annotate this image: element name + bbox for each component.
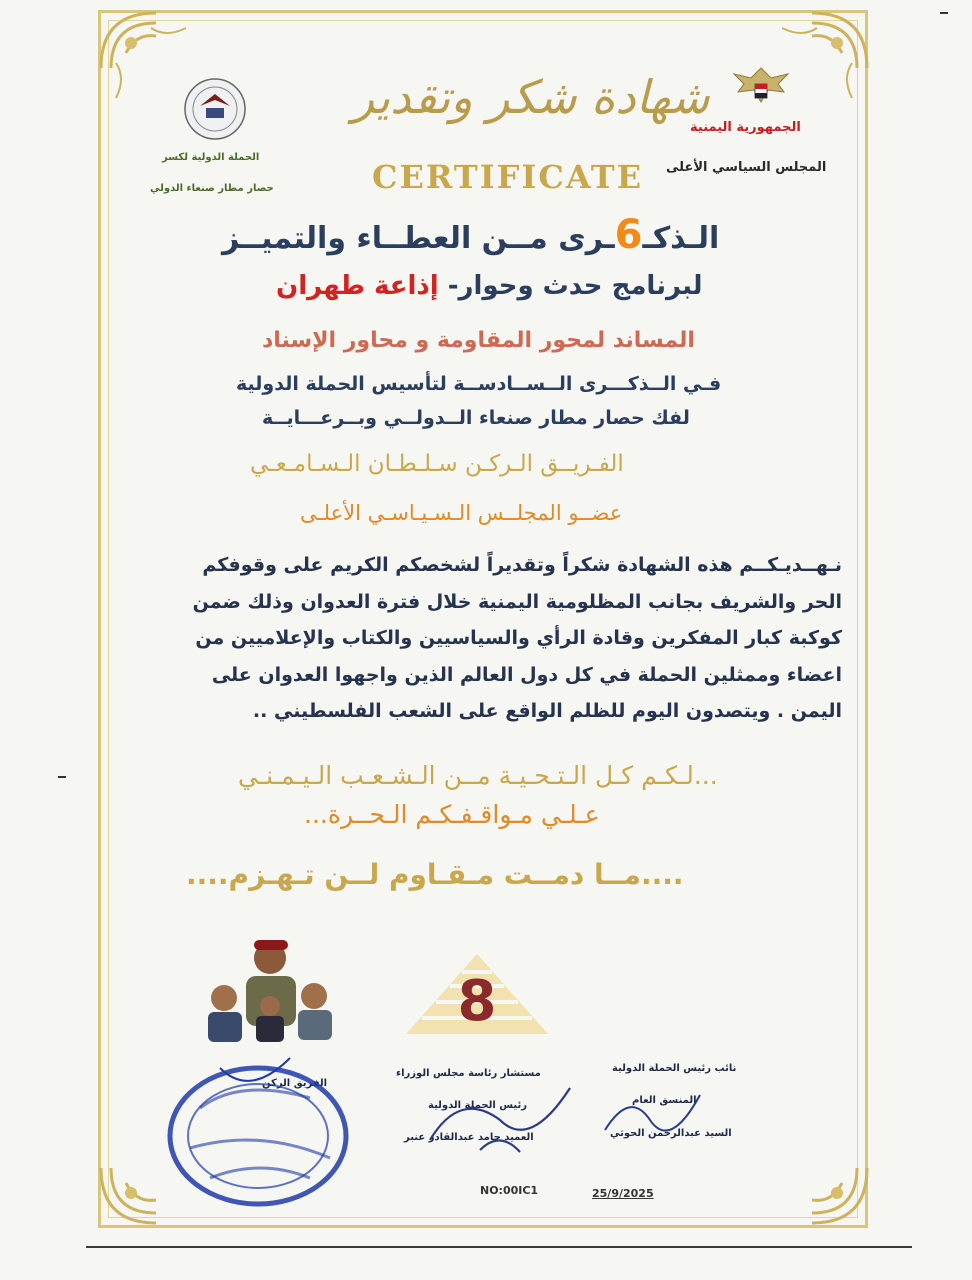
pyramid-logo-icon [402,950,552,1038]
advisor-title: مستشار رئاسة مجلس الوزراء [396,1068,541,1079]
body-line: اليمن . ويتصدون اليوم للظلم الواقع على الشعب الفلسطيني .. [252,700,842,722]
anniversary-number: 6 [614,212,643,258]
deputy-name: السيد عبدالرحمن الحوثي [610,1128,732,1139]
supporter-line: المساند لمحور المقاومة و محاور الإسناد [262,328,695,353]
anniversary-text-b: ـرى مــن العطــاء والتميــز [222,221,615,256]
campaign-label: الحملة الدولية لكسر [162,152,260,163]
advisor-name: العميد حامد عبدالقادر عنبر [404,1132,534,1143]
general-name: الفـريــق الـركـن سـلـطـان الـسـامـعـي [250,451,624,477]
program-heading [276,271,703,301]
radio-name: إذاعة طهران [276,271,439,301]
yemen-emblem-icon [726,62,796,112]
greeting-line-1: ...لـكـم كـل الـتـحـيـة مــن الـشـعـب الـيـمـنـي [238,761,718,790]
calligraphy-title: شهادة شكر وتقدير [352,70,710,124]
certificate-heading: CERTIFICATE [372,158,644,196]
advisor-role: رئيس الحملة الدولية [428,1100,528,1111]
campaign-logo-icon [182,76,248,142]
general-signature-label: الفريق الركن [262,1078,328,1089]
body-line: كوكبة كبار المفكرين وقادة الرأي والسياسيين والكتاب والإعلاميين من [195,627,842,649]
greeting-line-2: عـلـي مـواقـفـكـم الـحــرة... [304,800,600,829]
certificate-date: 25/9/2025 [592,1187,654,1200]
member-title: عضــو المجلــس الـسـيـاسـي الأعلـى [300,501,623,525]
certificate-number: NO:00IC1 [480,1184,539,1197]
deputy-signature [600,1080,710,1140]
pyramid-number: 8 [457,969,497,1034]
slogan-line: ....مــا دمــت مـقـاوم لــن تـهـزم.... [186,858,684,891]
body-line: نـهــديـكــم هذه الشهادة شكراً وتقديراً لشخصكم الكريم على وقوفكم [202,554,842,576]
body-line: الحر والشريف بجانب المظلومية اليمنية خلال فترة العدوان وذلك ضمن [192,590,842,613]
margin-mark [940,12,948,14]
council-label: المجلس السياسي الأعلى [666,160,827,175]
program-text: لبرنامج حدث وحوار- [438,271,703,301]
republic-label: الجمهورية اليمنية [690,120,801,135]
advisor-signature [420,1080,580,1160]
campaign-label-2: حصار مطار صنعاء الدولي [150,183,274,194]
deputy-title: نائب رئيس الحملة الدولية [612,1063,737,1074]
bottom-rule [86,1246,912,1248]
anniversary-heading [222,212,719,258]
body-line: اعضاء وممثلين الحملة في كل دول العالم الذين واجهوا العدوان على [211,663,842,686]
ornament-bottom-right [752,1108,872,1228]
official-stamp [160,1038,356,1214]
margin-mark [58,776,66,778]
anniversary-text-a: الـذكـ [642,221,720,256]
deputy-role: المنسق العام [632,1095,697,1106]
body-paragraph [130,547,842,730]
airport-line: لفك حصار مطار صنعاء الــدولــي وبــرعـــايــة [262,407,690,429]
anniversary-line: فـي الــذكـــرى الــســادســة لتأسيس الحملة الدولية [236,373,722,395]
portrait-photos [202,936,338,1044]
